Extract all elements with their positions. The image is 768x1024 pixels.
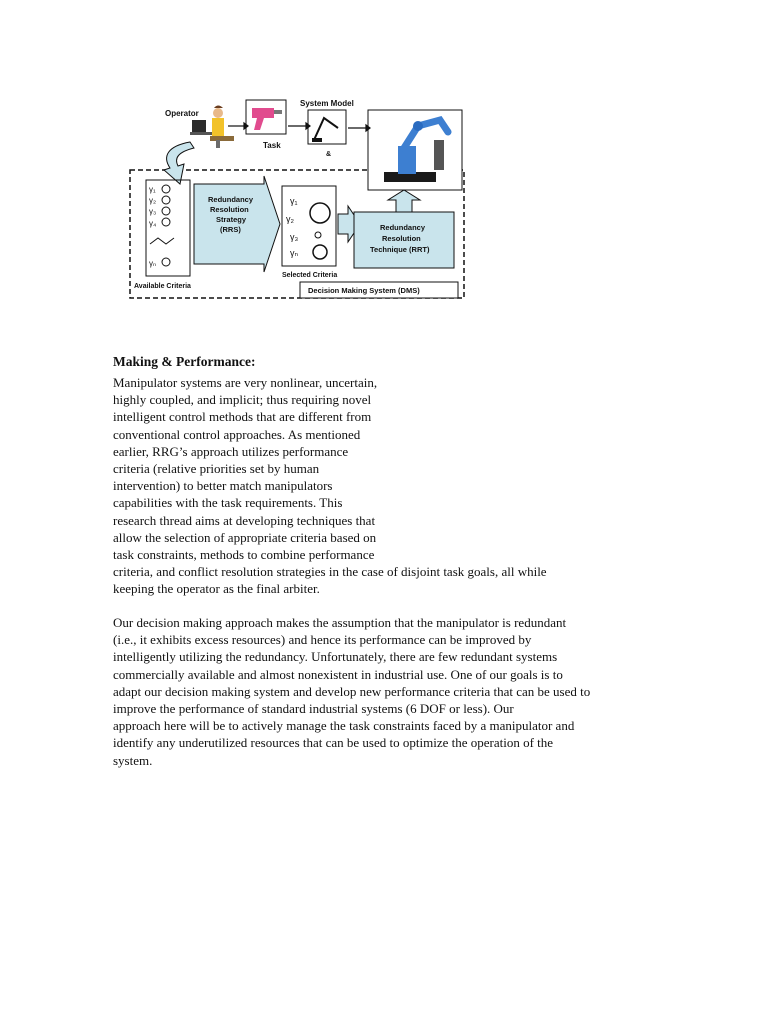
p2-line: improve the performance of standard industrial systems (6 DOF or less). Our bbox=[113, 701, 514, 717]
rrs-line-4: (RRS) bbox=[220, 225, 241, 234]
gamma-selected-1: γ₁ bbox=[290, 196, 298, 206]
available-criteria-box bbox=[146, 180, 190, 276]
p2-line: (i.e., it exhibits excess resources) and hence its performance can be improved by bbox=[113, 632, 532, 648]
dms-label: Decision Making System (DMS) bbox=[308, 286, 420, 295]
gamma-selected-3: γ₃ bbox=[290, 232, 299, 242]
p1-line: conventional control approaches. As mentioned bbox=[113, 426, 361, 442]
selected-criteria-label: Selected Criteria bbox=[282, 272, 338, 279]
operator-label: Operator bbox=[165, 109, 199, 118]
gamma-available-4: γ₄ bbox=[149, 219, 157, 228]
rrs-line-1: Redundancy bbox=[208, 195, 254, 204]
p2-line: commercially available and almost nonexistent in industrial use. One of our goals is to bbox=[113, 666, 563, 682]
p1-line: highly coupled, and implicit; thus requiring novel bbox=[113, 392, 372, 408]
gamma-available-n: γₙ bbox=[149, 259, 157, 268]
system-model-icon bbox=[308, 110, 346, 144]
rrs-line-2: Resolution bbox=[210, 205, 249, 214]
rrt-block bbox=[354, 212, 454, 268]
p1-line: intervention) to better match manipulators bbox=[113, 478, 333, 494]
p1-line: Manipulator systems are very nonlinear, uncertain, bbox=[113, 375, 378, 390]
gamma-selected-n: γₙ bbox=[290, 248, 299, 258]
gamma-available-2: γ₂ bbox=[149, 196, 157, 205]
ampersand-label: & bbox=[326, 151, 332, 158]
drill-icon bbox=[246, 100, 286, 134]
paragraph-1 bbox=[113, 374, 547, 598]
rrs-line-3: Strategy bbox=[216, 215, 247, 224]
dms-diagram bbox=[118, 96, 478, 306]
task-label: Task bbox=[263, 141, 281, 150]
section-heading: Making & Performance: bbox=[113, 354, 256, 369]
p1-line: task constraints, methods to combine performance bbox=[113, 547, 375, 563]
p1-line: criteria, and conflict resolution strategies in the case of disjoint task goals, all while bbox=[113, 564, 547, 580]
rrt-line-3: Technique (RRT) bbox=[370, 245, 430, 254]
paragraph-2 bbox=[113, 614, 590, 769]
p2-line: system. bbox=[113, 752, 153, 768]
p1-line: keeping the operator as the final arbiter. bbox=[113, 581, 320, 597]
gamma-available-1: γ₁ bbox=[149, 185, 156, 194]
p1-line: capabilities with the task requirements. This bbox=[113, 495, 343, 511]
p2-line: intelligently utilizing the redundancy. Unfortunately, there are few redundant systems bbox=[113, 649, 558, 665]
rrt-line-1: Redundancy bbox=[380, 223, 426, 232]
p2-line: approach here will be to actively manage the task constraints faced by a manipulator and bbox=[113, 718, 575, 734]
gamma-selected-2: γ₂ bbox=[286, 214, 294, 224]
p2-line: Our decision making approach makes the assumption that the manipulator is redundant bbox=[113, 615, 567, 630]
selected-criteria-box bbox=[282, 186, 336, 266]
available-criteria-label: Available Criteria bbox=[134, 283, 191, 290]
operator-to-rrs-arrow bbox=[164, 142, 194, 184]
gamma-available-3: γ₃ bbox=[149, 207, 157, 216]
p2-line: adapt our decision making system and develop new performance criteria that can be used to bbox=[113, 683, 591, 699]
robot-arm-image bbox=[368, 110, 462, 190]
p1-line: criteria (relative priorities set by human bbox=[113, 461, 320, 477]
p2-line: identify any underutilized resources that can be used to optimize the operation of the bbox=[113, 735, 554, 751]
rrt-line-2: Resolution bbox=[382, 234, 421, 243]
flow-arrows-top bbox=[228, 123, 370, 131]
rrs-block bbox=[194, 176, 280, 272]
p1-line: earlier, RRG’s approach utilizes performance bbox=[113, 443, 349, 459]
p1-line: research thread aims at developing techniques that bbox=[113, 512, 376, 528]
p1-line: allow the selection of appropriate criteria based on bbox=[113, 529, 377, 545]
p1-line: intelligent control methods that are different from bbox=[113, 409, 372, 425]
system-model-label: System Model bbox=[300, 99, 354, 108]
rrt-to-robot-arrow bbox=[388, 190, 420, 212]
